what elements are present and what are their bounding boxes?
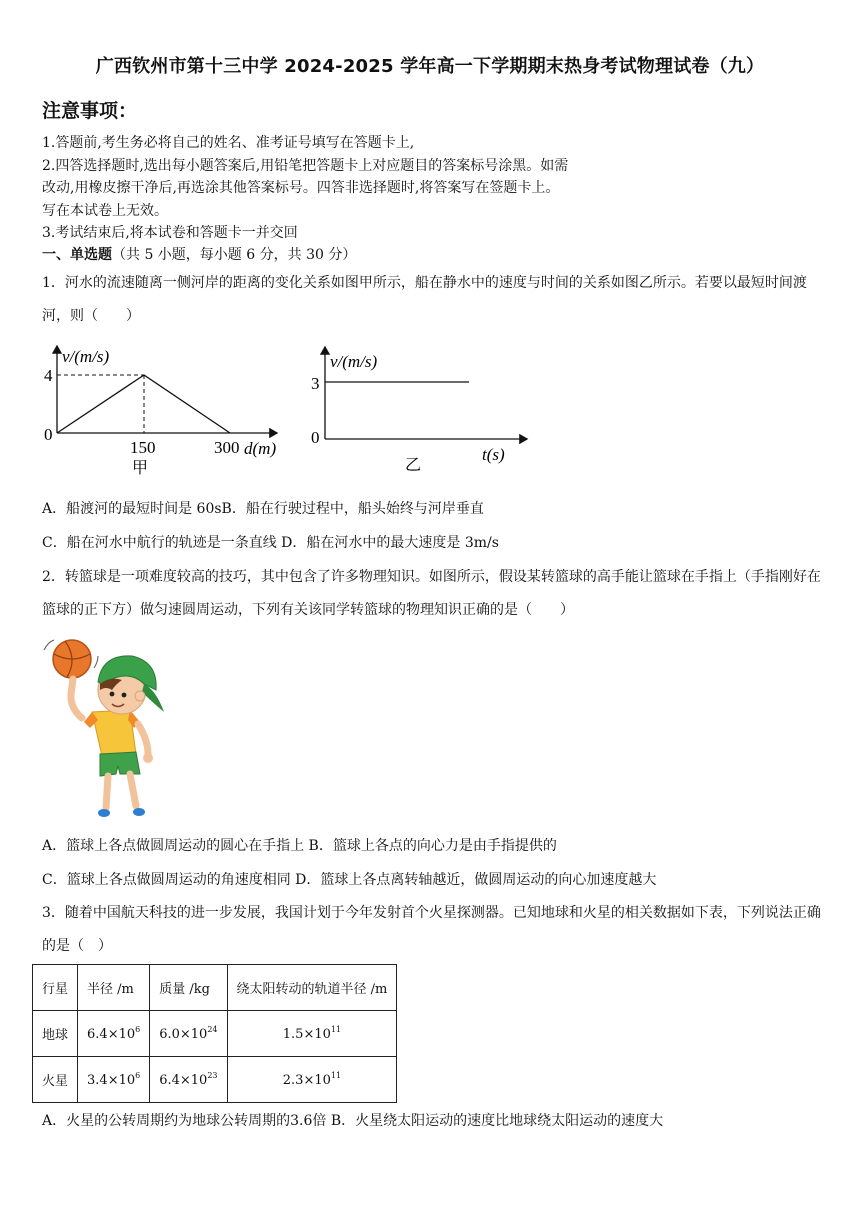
table-cell-orbit: $2.3\times 10^{11}$: [227, 1057, 397, 1103]
graph-yi-xlabel: t(s): [482, 445, 505, 464]
question-2-option-cd: C．篮球上各点做圆周运动的角速度相同 D．篮球上各点离转轴越近，做圆周运动的向心加速度越大: [42, 872, 657, 888]
graph-jia: [40, 340, 300, 480]
section-detail: （共 5 小题，每小题 6 分，共 30 分）: [112, 247, 357, 263]
graph-yi-ylabel: v/(m/s): [330, 352, 378, 371]
section-name: 一、单选题: [42, 247, 112, 263]
graph-jia-x-tick-300: 300: [214, 438, 240, 457]
notice-heading: 注意事项：: [42, 100, 138, 122]
table-cell-mass: $6.4\times 10^{23}$: [150, 1057, 227, 1103]
table-cell-planet: 火星: [33, 1057, 78, 1103]
graph-jia-xlabel: d(m): [244, 439, 277, 458]
graph-yi-caption: 乙: [405, 457, 422, 474]
table-cell-mass: $6.0\times 10^{24}$: [150, 1011, 227, 1057]
exam-title: 广西钦州市第十三中学 2024-2025 学年高一下学期期末热身考试物理试卷（九）: [95, 56, 765, 77]
graph-jia-origin: 0: [44, 425, 53, 444]
section-heading: [42, 245, 356, 265]
table-row: [33, 1057, 397, 1103]
table-header-cell: 绕太阳转动的轨道半径 /m: [227, 965, 397, 1011]
question-2-text: 2．转篮球是一项难度较高的技巧，其中包含了许多物理知识。如图所示，假设某转篮球的高手能让篮球在手指上（手指刚好在篮球的正下方）做匀速圆周运动，下列有关该同学转篮球的物理知识正确的是（ ）: [42, 569, 821, 618]
graph-jia-y-tick: 4: [44, 366, 53, 385]
question-2-option-ab: A．篮球上各点做圆周运动的圆心在手指上 B．篮球上各点的向心力是由手指提供的: [42, 838, 557, 854]
table-header-cell: 半径 /m: [78, 965, 150, 1011]
question-3-option-ab: A．火星的公转周期约为地球公转周期的3.6倍 B．火星绕太阳运动的速度比地球绕太阳运动的速度大: [42, 1113, 664, 1129]
graph-jia-caption: 甲: [132, 460, 149, 477]
table-cell-orbit: $1.5\times 10^{11}$: [227, 1011, 397, 1057]
table-cell-radius: $3.4\times 10^6$: [78, 1057, 150, 1103]
table-header-cell: 行星: [33, 965, 78, 1011]
question-1-option-cd: C．船在河水中航行的轨迹是一条直线 D．船在河水中的最大速度是 3m/s: [42, 535, 499, 551]
planet-data-table: [32, 964, 397, 1103]
graph-yi-origin: 0: [311, 428, 320, 447]
basketball-boy-illustration: [40, 632, 170, 822]
table-header-row: [33, 965, 397, 1011]
question-1-option-ab: A．船渡河的最短时间是 60sB．船在行驶过程中，船头始终与河岸垂直: [42, 501, 484, 517]
table-header-cell: 质量 /kg: [150, 965, 227, 1011]
graph-jia-x-tick-150: 150: [130, 438, 156, 457]
notice-line-4: 写在本试卷上无效。: [42, 203, 168, 219]
question-3-text: 3．随着中国航天科技的进一步发展，我国计划于今年发射首个火星探测器。已知地球和火星的相关数据如下表，下列说法正确的是（ ）: [42, 905, 821, 954]
table-cell-radius: $6.4\times 10^6$: [78, 1011, 150, 1057]
graph-yi-y-tick: 3: [311, 374, 320, 393]
graph-jia-ylabel: v/(m/s): [62, 347, 110, 366]
question-1-text: 1．河水的流速随离一侧河岸的距离的变化关系如图甲所示，船在静水中的速度与时间的关系如图乙所示。若要以最短时间渡河，则（ ）: [42, 275, 807, 324]
graph-yi: [305, 345, 535, 475]
table-row: [33, 1011, 397, 1057]
notice-line-5: 3.考试结束后,将本试卷和答题卡一并交回: [42, 225, 298, 241]
notice-line-1: 1.答题前,考生务必将自己的姓名、准考证号填写在答题卡上,: [42, 135, 415, 151]
table-cell-planet: 地球: [33, 1011, 78, 1057]
notice-line-3: 改动,用橡皮擦干净后,再选涂其他答案标号。四答非选择题时,将答案写在签题卡上。: [42, 180, 560, 196]
notice-line-2: 2.四答选择题时,选出每小题答案后,用铅笔把答题卡上对应题目的答案标号涂黑。如需: [42, 158, 569, 174]
